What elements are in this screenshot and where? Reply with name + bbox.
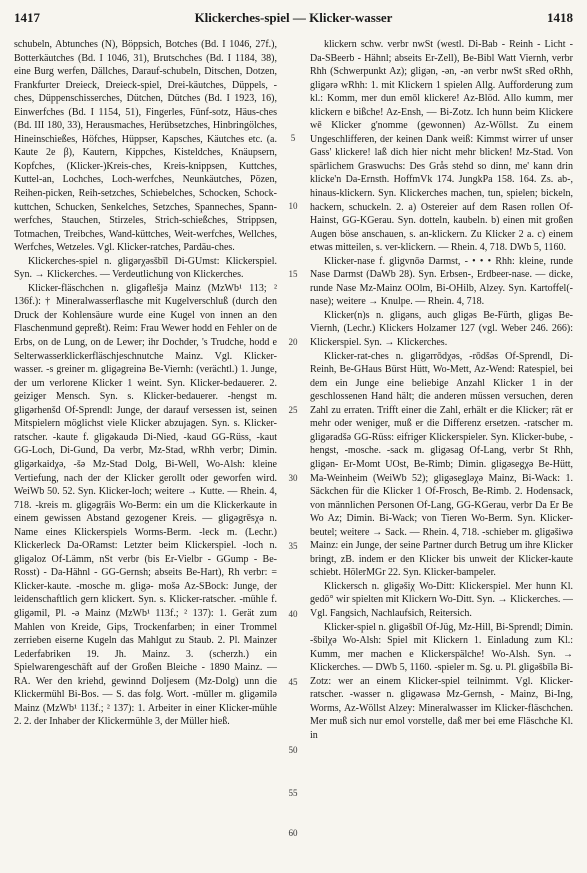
line-number: 10 [288, 201, 298, 211]
right-column [310, 38, 573, 870]
entry-continuation: schubeln, Abtunches (N), Böppsich, Botches (Bd. I 1046, 27f.), Botterkäutches (Bd. I 1046, 31), Brutschches (Bd. I 1184, 38), eine Burg werfen, Dällches, Darauf-schubeln, Ditschen, Dotzen, Frankfurter Dreieck, Dreieck-spiel, Drei-käutches, Düppels, -ches, Düppenschisserches, Dütchen, Dütches (Bd. I 1923, 16), Einwerfches (Bd. I 1154, 51), Fingerles, Fünf-sotz, Häus-ches (Bd. III 180, 33), Herausmaches, Herübsetzches, Hinbringölches, Hineinschießes, Höfches, Hüppser, Kapsches, Käutches etc. (a. Kaute 2e β), Kautern, Kippches, Kisteldches, Knäupsern, Kopfches, (Klicker-)Kreis-ches, Kreis-knippsen, Kuttches, Kuttel-an, Lochches, Loch-werfches, Neunkäutches, Pözen, Reihen-picken, Reih-setzches, Schiebelches, Schocken, Schock-kuttchen, Schucken, Senkelches, Setzches, Spanneches, Spann-werfches, Stauchen, Stirzeles, Strich-schießches, Strippsen, Totmachen, Treibches, Wand-küttches, Weit-werfches, Wellches, Werfches, Wetzeles. Vgl. Klicker-ratches, Pardäu-ches. [14, 39, 277, 254]
entry-klickern: klickern schw. verbr nwSt (westl. Di-Bab - Reinh - Licht - Da-SBeerb - Hähnl; abseits Er-Zell), Be-Bibl Watt Viernh, verbr Rhh (Schwerpunkt Az); gligən, -ən, -ən verbr nwSt sRed oRhh, gligərə wRhh: 1. mit Klickern 1 spielen Allg. Aufforderung zum kl.: Komm, mer dun emōl klickere! Az-Blöd. Allo kumm, mer klickern e bißche! Az-Ensh, — Bi-Zotz. Ich hunn beim Klickere wē Klicker g'nomme (gewonnen) Az-Wöllst. Zu einem Ungeschlifferen, der keinen Dank weiß: Kimmst wirrer uf unser Gass' klickere! laß dich hier nicht mehr blicken! Mz-Stad. Von spärlichem Graswuchs: Des Grås stehd so dinn, me' kann drin klicke'n Da-Ernsth. HoffmVk 174. JungkPa 158. 164. Zs. ab-, hinaus-klickern. Syn. Klickerches machen, tun, spielen; bickeln, hackern, schuckeln. 2. a) Ostereier auf dem Rasen rollen Of-Hainst, GG-KGerau. Syn. dotteln, kaubeln. b) einen mit großen Augen böse anschauen, s. an-klickern. Zu Klicker 2 a. c) einem etwas mitteilen, s. ver-klickern. — Rhein. 4, 718. DWb 5, 1160. [310, 39, 573, 254]
page-header [14, 10, 573, 30]
line-number: 50 [288, 745, 298, 755]
line-number: 25 [288, 405, 298, 415]
line-number: 45 [288, 677, 298, 687]
line-number: 35 [288, 541, 298, 551]
line-number: 5 [290, 133, 296, 143]
entry-klicker-flaeschchen: Klicker-fläschchen n. gligəflešjə Mainz (MzWb¹ 113; ² 136f.): † Mineralwasserflasche mit Kugelverschluß (durch den Druck der Kohlensäure wurde eine Kugel von innen an den Flaschenmund gepreßt). Reim: Frau Wewer hodd en Fehler on de Erbs, on de Lung, on de Lewer; ihr Dochder, 's Trudche, hodd e Selterwasserklickerfläschjeschnutche Mainz. Vgl. Klicker-wasser. -s greiner m. gligəgreinə Be-Viernh: (verächtl.) 1. Junge, der um verlorene Klicker 1 weint. Syn. Klicker-bedauerer. 2. geiziger Mensch. Syn. s. Klicker-bedauerer. -hengst m. gligərhenšd Of-Sprendl: Junge, der darauf versessen ist, seinen Mitspielern möglichst viele Klicker abzujagen. Syn. s. Klicker-ratscher. -kaute f. gligəkaudə Di-Nied, -kaud GG-Rüss, -kaut GG-Loch, Di-Gund, Da verbr, Mz-Stad, wRhh verbr; Dimin. gligərkaidχə, -šə Mz-Stad Dolg, Bi-Well, Wo-Alsh: kleine Vertiefung, nach der der Klicker gerollt oder geworfen wird. WeiWb 50. 52. Syn. Klicker-loch; weitere → Kutte. — Rhein. 4, 718. -kreis m. gligəgrāis Wo-Berm: ein um die Klickerkaute in einem gewissen Abstand gezogener Kreis. — gligəgrēsχə n. Name eines Klickerspiels Worms-Berm. -leck m. (Lechr.) Klickerleck Da-ORamst: Letzter beim Klickerspiel. -loch n. gligəloz Of-Lämm, nSt verbr (bis Er-Vielbr - GGump - Be-Rosst) - Da-Hähnl - GG-Gernsh; abseits Be-Hart), Rh verbr: = Klicker-kaute. -mosche m. gligə- mošə Az-SBock: Junge, der leidenschaftlich gern klickert. Syn. s. Klicker-ratscher. -mühle f. gligəmil, Pl. -ə Mainz (MzWb¹ 113f.; ² 137): 1. Gerät zum Mahlen von Kreide, Gips, Trockenfarben; in einer Trommel zerrieben eiserne Kugeln das Mahlgut zu Staub. 2. Pl. Mainzer Lederfabriken 19. Jh. Mainz. 3. (scherzh.) ein Spielwarengeschäft auf der Großen Bleiche - 1890 Mainz. — RA. Wer den kriehd, gewinnd Doljesem (Mz-Dolg) unn die Klickermühl Bi-Bos. — S. das folg. Wort. -müller m. gligəmilə Mainz (MzWb¹ 113f.; ² 137): 1. Arbeiter in einer Klicker-mühle 2. 2. der Inhaber der Klickermühle 3, der Müller hieß. [14, 282, 277, 728]
page-number-right: 1418 [547, 10, 573, 25]
line-number: 40 [288, 609, 298, 619]
line-number: 30 [288, 473, 298, 483]
page-number-left: 1417 [14, 10, 40, 25]
entry-klickerns: Klicker(n)s n. gligəns, auch gligəs Be-Fürth, gligəs Be-Viernh, (Lechr.) Klickers Holzamer 127 (vgl. Weber 246. 266): Klickerspiel. Syn. → Klickerches. [310, 309, 573, 349]
left-column [14, 38, 277, 870]
line-number: 20 [288, 337, 298, 347]
running-title: Klickerches-spiel — Klicker-wasser [194, 10, 393, 25]
line-number: 60 [288, 828, 298, 838]
entry-klicker-nase: Klicker-nase f. gligvnōə Darmst, - • • • Rhh: kleine, runde Nase Darmst (DaWb 28). Syn. Erbsen-, Erdbeer-nase. — dicke, runde Nase Mz-Mainz OOlm, Bi-OHilb, Alzey. Syn. Kartoffel(-nase); weitere → Knulpe. — Rhein. 4, 718. [310, 255, 573, 308]
entry-klickersch: Klickersch n. gligəšiχ Wo-Ditt: Klickerspiel. Mer hunn Kl. gedö° wir spielten mit Klickern Wo-Ditt. Syn. → Klickerches. — Vgl. Fangsich, Nachlaufsich, Reitersich. [310, 580, 573, 619]
entry-klicker-rat-ches: Klicker-rat-ches n. gligərrōdχəs, -rōdšəs Of-Sprendl, Di-Reinh, Be-GHaus Bürst Hütt, Wo-Mett, Az-Wend: Ratespiel, bei dem ein Junge eine beliebige Anzahl Klicker 1 in der geschlossenen Hand hält; die anderen müssen versuchen, deren Zahl zu erraten. Trifft einer die Zahl, erhält er die Klicker; rät er mehr oder weniger, muß er die Differenz ersetzen. -ratscher m. gligəradšə GG-Rüss: eifriger Klickerspieler. Syn. Klicker-bube, -hengst, -mosche. -sack m. gligəsag Of-Lang, verbr St Rhh, gligən- Er-Momt UOst, Be-Rimb; Dimin. gligəsegχə Be-Hütt, Ma-Weinheim (WeiWb 52); gligəsegləχə Mainz, Bi-Wack: 1. Säckchen für die Klicker 1 Of-Frosch, Be-Rimb. 2. Hodensack, von männlichen Personen Of-Lang, GG-KGerau, verbr Da Er Be Wo Az; Dimin. Bi-Wack; von Tieren Wo-Berm. Syn. Klicker-beutel; weitere → Sack. — Rhein. 4, 718. -schieber m. gligəšiwə Mainz: ein Junge, der seine Partner durch Betrug um ihre Klicker bringt, zB. indem er den Klicker bis unweit der Klicker-kaute schiebt. HölerMGr 22. Syn. Klicker-bampeler. [310, 350, 573, 579]
entry-klicker-spiel: Klicker-spiel n. gligəšbīl Of-Jüg, Mz-Hill, Bi-Sprendl; Dimin. -šbilχə Wo-Alsh: Spiel mit Klickern 1. Einladung zum Kl.: Kumm, mer machen e Klickerspälche! Wo-Alsh. Syn. → Klickerches. — DWb 5, 1160. -spieler m. Sg. u. Pl. gligəšbīlə Bi-Zotz: wer an einem Klicker-spiel teilnimmt. Vgl. Klicker-ratscher. -wasser n. gligəwasə Mz-Gernsh, - Mainz, Bi-Ing, Worms, Az-Wöllst Alzey: Mineralwasser im Klicker-fläschchen. Mer muß sich nur emol vorstelle, daß mer bei eme Fläschche Kl. in [310, 621, 573, 741]
line-number: 55 [288, 788, 298, 798]
entry-klickerches-spiel: Klickerches-spiel n. gligərχəsšbīl Di-GUmst: Klickerspiel. Syn. → Klickerches. — Verdeutlichung von Klickerches. [14, 255, 277, 281]
line-number: 15 [288, 269, 298, 279]
